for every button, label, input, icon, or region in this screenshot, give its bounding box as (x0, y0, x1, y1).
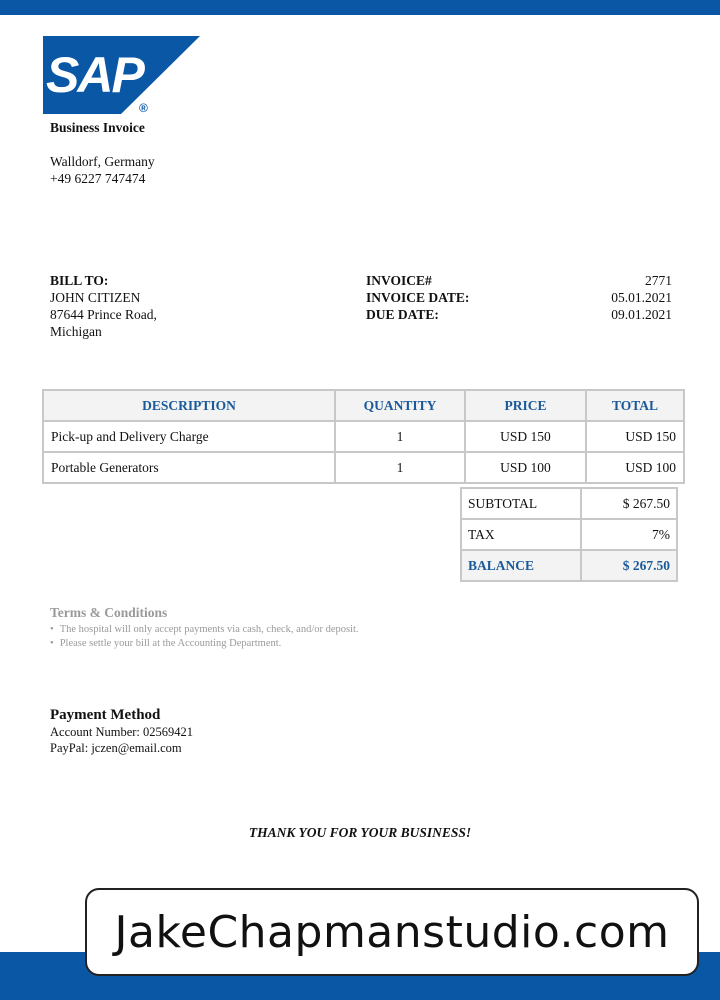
terms-list (50, 623, 359, 651)
invoice-number: 2771 (645, 273, 672, 288)
bill-to-address-line1: 87644 Prince Road, (50, 307, 157, 322)
tax-label: TAX (461, 519, 581, 550)
payment-title: Payment Method (50, 707, 161, 723)
item-total: USD 150 (586, 421, 684, 452)
payment-section (50, 707, 193, 756)
company-name: Business Invoice (50, 120, 145, 135)
top-brand-bar (0, 0, 720, 15)
company-address-line: Walldorf, Germany (50, 154, 155, 169)
balance-label: BALANCE (461, 550, 581, 581)
items-table (42, 389, 685, 484)
list-item: • Please settle your bill at the Accounting Department. (50, 637, 359, 651)
bill-to-label: BILL TO: (50, 273, 109, 288)
item-description: Portable Generators (43, 452, 335, 483)
header-description: DESCRIPTION (43, 390, 335, 421)
item-total: USD 100 (586, 452, 684, 483)
table-row (43, 452, 684, 483)
bill-to-address-line2: Michigan (50, 324, 102, 339)
item-price: USD 100 (465, 452, 586, 483)
account-number: Account Number: 02569421 (50, 725, 194, 739)
table-row (43, 421, 684, 452)
totals-table (460, 487, 678, 582)
due-date: 09.01.2021 (611, 307, 672, 322)
logo-text: SAP (46, 47, 143, 103)
header-total: TOTAL (586, 390, 684, 421)
due-date-label: DUE DATE: (366, 307, 439, 322)
items-header-row (43, 390, 684, 421)
item-quantity: 1 (335, 452, 465, 483)
tax-value: 7% (581, 519, 677, 550)
terms-section (50, 605, 359, 651)
item-description: Pick-up and Delivery Charge (43, 421, 335, 452)
sap-logo (43, 36, 200, 114)
company-phone: +49 6227 747474 (50, 171, 146, 186)
terms-title: Terms & Conditions (50, 605, 168, 620)
item-quantity: 1 (335, 421, 465, 452)
header-price: PRICE (465, 390, 586, 421)
invoice-date-label: INVOICE DATE: (366, 290, 470, 305)
bill-to-name: JOHN CITIZEN (50, 290, 141, 305)
item-price: USD 150 (465, 421, 586, 452)
invoice-values (611, 272, 672, 323)
list-item: • The hospital will only accept payments via cash, check, and/or deposit. (50, 623, 359, 637)
balance-row (461, 550, 677, 581)
balance-value: $ 267.50 (581, 550, 677, 581)
bill-to-block (50, 272, 157, 340)
header-quantity: QUANTITY (335, 390, 465, 421)
subtotal-row (461, 488, 677, 519)
invoice-date: 05.01.2021 (611, 290, 672, 305)
tax-row (461, 519, 677, 550)
watermark-banner: JakeChapmanstudio.com (85, 888, 699, 976)
company-address (50, 153, 155, 187)
subtotal-value: $ 267.50 (581, 488, 677, 519)
paypal-account: PayPal: jczen@email.com (50, 741, 182, 755)
thank-you-message: THANK YOU FOR YOUR BUSINESS! (248, 825, 472, 840)
subtotal-label: SUBTOTAL (461, 488, 581, 519)
invoice-number-label: INVOICE# (366, 273, 432, 288)
logo-registered-mark: ® (139, 101, 148, 114)
invoice-labels (366, 272, 469, 323)
